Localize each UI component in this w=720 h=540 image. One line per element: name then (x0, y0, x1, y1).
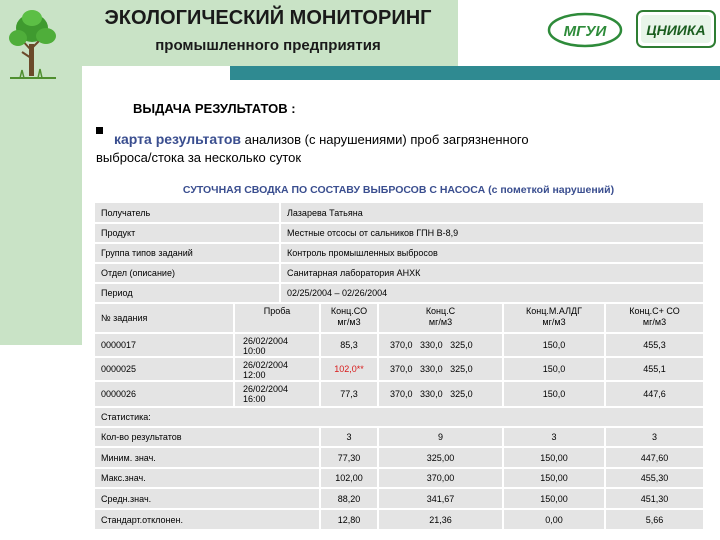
column-header-sum-line2: мг/м3 (642, 317, 667, 327)
column-header-ald-line2: мг/м3 (542, 317, 566, 327)
info-value: Санитарная лаборатория АНХК (280, 263, 704, 283)
page-subtitle: промышленного предприятия (155, 37, 381, 54)
column-header-ald-line1: Конц.М.АЛДГ (526, 306, 582, 316)
tree-icon (4, 8, 60, 84)
stat-sum: 447,60 (605, 447, 704, 468)
table-cell-sample (234, 357, 320, 381)
table-cell-c (378, 333, 503, 357)
table-cell-task: 0000025 (94, 357, 234, 381)
column-header-co (320, 303, 378, 333)
stat-c: 341,67 (378, 488, 503, 509)
statistics-label: Статистика: (94, 407, 704, 427)
c-value: 325,0 (450, 340, 473, 350)
info-label: Получатель (94, 202, 280, 223)
stat-c: 9 (378, 427, 503, 447)
stat-sum: 451,30 (605, 488, 704, 509)
table-cell-sum: 455,1 (605, 357, 704, 381)
stat-ald: 0,00 (503, 509, 605, 530)
stat-co: 77,30 (320, 447, 378, 468)
info-label: Группа типов заданий (94, 243, 280, 263)
sample-date: 26/02/2004 (243, 336, 289, 346)
table-cell-ald: 150,0 (503, 381, 605, 407)
column-header-sum-line1: Конц.С+ СО (629, 306, 680, 316)
cniika-logo (636, 10, 716, 48)
table-cell-c (378, 357, 503, 381)
column-header-c-line1: Конц.С (425, 306, 456, 316)
column-header-co-line1: Конц.СО (330, 306, 368, 316)
header-accent-bar (230, 66, 720, 80)
sample-date: 26/02/2004 (243, 384, 289, 394)
table-cell-sum: 447,6 (605, 381, 704, 407)
column-header-ald (503, 303, 605, 333)
stat-ald: 150,00 (503, 447, 605, 468)
info-label: Продукт (94, 223, 280, 243)
info-value: Местные отсосы от сальников ГПН В-8,9 (280, 223, 704, 243)
column-header-task: № задания (94, 303, 234, 333)
table-cell-co: 85,3 (320, 333, 378, 357)
column-header-c (378, 303, 503, 333)
c-value: 330,0 (420, 389, 443, 399)
table-cell-sample (234, 333, 320, 357)
intro-rest: анализов (с нарушениями) проб загрязненного (240, 132, 529, 147)
table-cell-task: 0000026 (94, 381, 234, 407)
stat-label: Миним. знач. (94, 447, 320, 468)
stat-co: 88,20 (320, 488, 378, 509)
stat-ald: 150,00 (503, 468, 605, 488)
stat-co: 3 (320, 427, 378, 447)
c-value: 325,0 (450, 364, 473, 374)
stat-co: 12,80 (320, 509, 378, 530)
c-value: 325,0 (450, 389, 473, 399)
stat-c: 370,00 (378, 468, 503, 488)
mgui-logo (547, 12, 623, 48)
sample-time: 10:00 (243, 346, 266, 356)
info-label: Период (94, 283, 280, 303)
stat-c: 325,00 (378, 447, 503, 468)
table-title: СУТОЧНАЯ СВОДКА ПО СОСТАВУ ВЫБРОСОВ С НАСОСА (с пометкой нарушений) (182, 184, 615, 196)
table-cell-ald: 150,0 (503, 333, 605, 357)
info-value: Контроль промышленных выбросов (280, 243, 704, 263)
column-header-c-line2: мг/м3 (428, 317, 453, 327)
stat-label: Стандарт.отклонен. (94, 509, 320, 530)
info-label: Отдел (описание) (94, 263, 280, 283)
table-cell-task: 0000017 (94, 333, 234, 357)
table-cell-c (378, 381, 503, 407)
square-bullet-icon (96, 127, 103, 134)
sample-date: 26/02/2004 (243, 360, 289, 370)
stat-ald: 150,00 (503, 488, 605, 509)
table-cell-sum: 455,3 (605, 333, 704, 357)
intro-highlight: карта результатов (114, 131, 241, 147)
stat-label: Кол-во результатов (94, 427, 320, 447)
c-value: 370,0 (390, 340, 413, 350)
sample-time: 12:00 (243, 370, 266, 380)
intro-line-2: выброса/стока за несколько суток (96, 150, 302, 165)
column-header-sample (234, 303, 320, 333)
section-heading: ВЫДАЧА РЕЗУЛЬТАТОВ : (133, 101, 296, 116)
stat-sum: 455,30 (605, 468, 704, 488)
stat-sum: 5,66 (605, 509, 704, 530)
info-value: 02/25/2004 – 02/26/2004 (280, 283, 704, 303)
c-value: 330,0 (420, 340, 443, 350)
table-cell-co-violation: 102,0** (320, 357, 378, 381)
c-value: 370,0 (390, 364, 413, 374)
sample-time: 16:00 (243, 394, 266, 404)
table-cell-sample (234, 381, 320, 407)
info-value: Лазарева Татьяна (280, 202, 704, 223)
column-header-sum (605, 303, 704, 333)
column-header-sample-label: Проба (263, 306, 291, 316)
stat-label: Средн.знач. (94, 488, 320, 509)
page-title: ЭКОЛОГИЧЕСКИЙ МОНИТОРИНГ (104, 7, 432, 29)
stat-label: Макс.знач. (94, 468, 320, 488)
c-value: 370,0 (390, 389, 413, 399)
svg-text:ЦНИИКА: ЦНИИКА (646, 22, 706, 38)
svg-text:МГУИ: МГУИ (563, 23, 607, 40)
results-table (94, 202, 704, 530)
stat-co: 102,00 (320, 468, 378, 488)
table-cell-co: 77,3 (320, 381, 378, 407)
column-header-co-line2: мг/м3 (337, 317, 361, 327)
stat-c: 21,36 (378, 509, 503, 530)
c-value: 330,0 (420, 364, 443, 374)
stat-ald: 3 (503, 427, 605, 447)
intro-line-1 (114, 131, 529, 147)
stat-sum: 3 (605, 427, 704, 447)
table-cell-ald: 150,0 (503, 357, 605, 381)
